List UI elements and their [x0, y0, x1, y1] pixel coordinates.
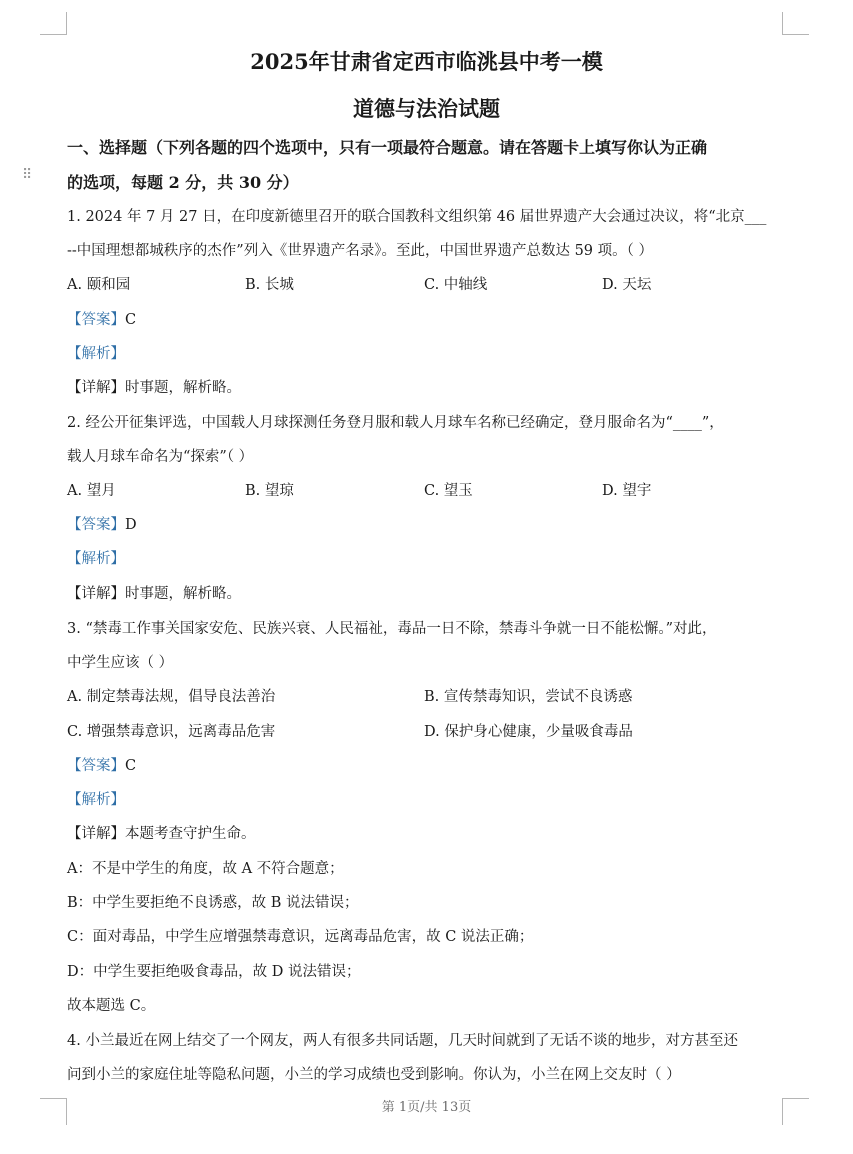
- q1-option-c: C. 中轴线: [424, 277, 488, 293]
- question-4-text-cont: 问到小兰的家庭住址等隐私问题，小兰的学习成绩也受到影响。你认为，小兰在网上交友时（ ）: [67, 1067, 681, 1083]
- section-heading-cont: 的选项，每题 2 分，共 30 分）: [67, 173, 299, 192]
- q3-analysis-label: 【解析】: [67, 792, 125, 808]
- q1-option-b: B. 长城: [245, 277, 294, 293]
- q3-explanation-a: A：不是中学生的角度，故 A 不符合题意；: [67, 861, 344, 877]
- question-2-text-cont: 载人月球车命名为“探索”（ ）: [67, 449, 254, 465]
- q1-option-d: D. 天坛: [602, 277, 652, 293]
- q3-explanation-d: D：中学生要拒绝吸食毒品，故 D 说法错误；: [67, 964, 361, 980]
- q3-option-a: A. 制定禁毒法规，倡导良法善治: [67, 689, 276, 705]
- page-number: 第 1页/共 13页: [381, 1100, 472, 1115]
- q2-option-c: C. 望玉: [424, 483, 473, 499]
- q3-detail: 【详解】本题考查守护生命。: [67, 826, 256, 842]
- page-title: 2025年甘肃省定西市临洮县中考一模: [250, 49, 603, 74]
- q3-conclusion: 故本题选 C。: [67, 998, 156, 1014]
- question-3-text: 3. “禁毒工作事关国家安危、民族兴衰、人民福祉，毒品一日不除，禁毒斗争就一日不能松懈。”对此，: [67, 621, 717, 637]
- question-3-text-cont: 中学生应该（ ）: [67, 655, 174, 671]
- q2-analysis-label: 【解析】: [67, 551, 125, 567]
- q3-answer: [67, 754, 136, 775]
- answer-label: 【答案】: [67, 758, 125, 774]
- q1-answer: [67, 308, 136, 329]
- answer-label: 【答案】: [67, 312, 125, 328]
- q2-answer: [67, 513, 137, 534]
- page-corner-mark: [782, 12, 809, 35]
- answer-value: C: [125, 312, 137, 328]
- answer-value: D: [125, 517, 137, 533]
- q2-option-d: D. 望宇: [602, 483, 652, 499]
- q3-option-c: C. 增强禁毒意识，远离毒品危害: [67, 724, 276, 740]
- q2-option-b: B. 望琼: [245, 483, 294, 499]
- q1-analysis-label: 【解析】: [67, 346, 125, 362]
- answer-label: 【答案】: [67, 517, 125, 533]
- q2-option-a: A. 望月: [67, 483, 116, 499]
- answer-value: C: [125, 758, 137, 774]
- drag-handle-icon[interactable]: ⠿: [22, 167, 32, 183]
- q3-explanation-b: B：中学生要拒绝不良诱惑，故 B 说法错误；: [67, 895, 359, 911]
- q2-detail: 【详解】时事题，解析略。: [67, 586, 241, 602]
- page-corner-mark: [40, 12, 67, 35]
- q3-explanation-c: C：面对毒品，中学生应增强禁毒意识，远离毒品危害，故 C 说法正确；: [67, 929, 534, 945]
- question-1-text: 1. 2024 年 7 月 27 日，在印度新德里召开的联合国教科文组织第 46 届世界遗产大会通过决议，将“北京___: [67, 209, 767, 225]
- page-subtitle: 道德与法治试题: [353, 96, 500, 121]
- question-1-text-cont: --中国理想都城秩序的杰作”列入《世界遗产名录》。至此，中国世界遗产总数达 59 项。（ ）: [67, 243, 653, 259]
- section-heading: 一、选择题（下列各题的四个选项中，只有一项最符合题意。请在答题卡上填写你认为正确: [67, 138, 708, 157]
- question-4-text: 4. 小兰最近在网上结交了一个网友，两人有很多共同话题，几天时间就到了无话不谈的地步，对方甚至还: [67, 1033, 738, 1049]
- q3-option-d: D. 保护身心健康，少量吸食毒品: [424, 724, 633, 740]
- question-2-text: 2. 经公开征集评选，中国载人月球探测任务登月服和载人月球车名称已经确定，登月服命名为“____”，: [67, 415, 724, 431]
- q1-detail: 【详解】时事题，解析略。: [67, 380, 241, 396]
- q1-option-a: A. 颐和园: [67, 277, 131, 293]
- q3-option-b: B. 宣传禁毒知识，尝试不良诱惑: [424, 689, 633, 705]
